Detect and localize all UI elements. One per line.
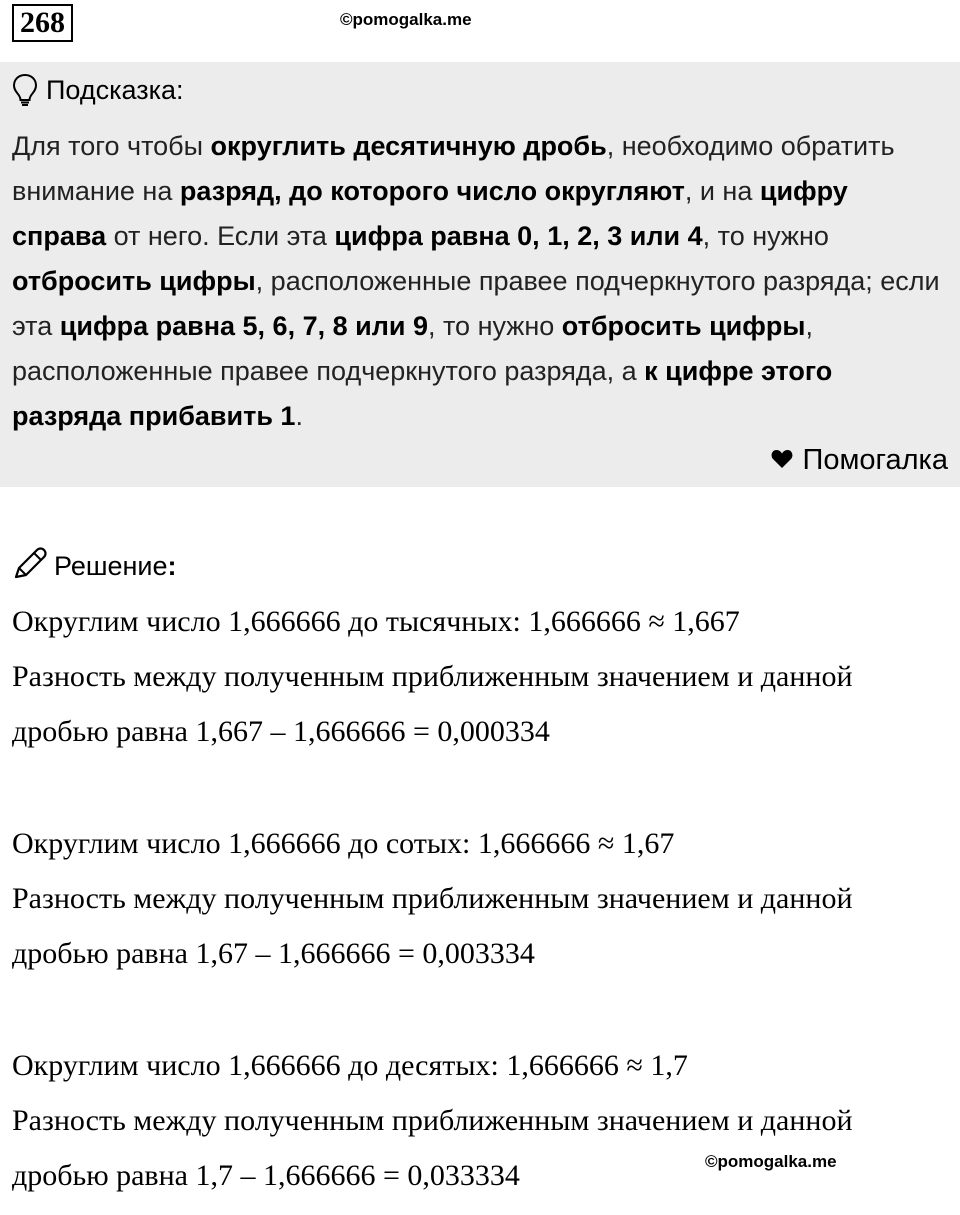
brand xyxy=(771,444,948,477)
watermark-bottom: ©pomogalka.me xyxy=(705,1152,837,1171)
hint-emphasis: к цифре этого разряда прибавить 1 xyxy=(12,356,833,431)
hint-segment: , расположенные правее подчеркнутого разряда, а xyxy=(12,311,813,386)
hint-segment: от него. Если эта xyxy=(106,221,335,251)
solution-header xyxy=(12,545,177,588)
hint-emphasis: цифра равна 5, 6, 7, 8 или 9 xyxy=(59,311,428,341)
solution-line: Разность между полученным приближенным значением и данной xyxy=(12,882,853,915)
hint-emphasis: цифру справа xyxy=(12,176,848,251)
solution-line: Округлим число 1,666666 до десятых: 1,666666 ≈ 1,7 xyxy=(12,1049,688,1082)
solution-line: дробью равна 1,7 – 1,666666 = 0,033334 xyxy=(12,1159,520,1192)
watermark-top: ©pomogalka.me xyxy=(340,10,472,29)
solution-line: Округлим число 1,666666 до тысячных: 1,666666 ≈ 1,667 xyxy=(12,605,740,638)
solution-colon: : xyxy=(167,551,177,581)
brand-name: Помогалка xyxy=(802,444,948,476)
solution-line: Разность между полученным приближенным значением и данной xyxy=(12,1104,853,1137)
hint-segment: , то нужно xyxy=(702,221,829,251)
hint-segment: , необходимо обратить внимание на xyxy=(12,131,895,206)
hint-title: Подсказка: xyxy=(46,74,184,105)
hint-segment: , и на xyxy=(684,176,760,206)
solution-line: Разность между полученным приближенным значением и данной xyxy=(12,660,853,693)
hint-emphasis: отбросить цифры xyxy=(12,266,256,296)
solution-line: дробью равна 1,667 – 1,666666 = 0,000334 xyxy=(12,715,550,748)
solution-title: Решение xyxy=(54,551,168,581)
hint-segment: . xyxy=(295,401,303,431)
solution-line: дробью равна 1,67 – 1,666666 = 0,003334 xyxy=(12,937,535,970)
lightbulb-icon xyxy=(12,73,38,107)
hint-segment: Для того чтобы xyxy=(12,131,211,161)
hint-box xyxy=(0,62,960,487)
hint-text xyxy=(12,124,948,439)
solution-line: Округлим число 1,666666 до сотых: 1,666666 ≈ 1,67 xyxy=(12,827,675,860)
hint-segment: , то нужно xyxy=(427,311,562,341)
hint-emphasis: округлить десятичную дробь xyxy=(210,131,607,161)
hint-emphasis: отбросить цифры xyxy=(561,311,806,341)
task-number: 268 xyxy=(12,4,73,42)
hint-emphasis: разряд, до которого число округляют xyxy=(179,176,685,206)
hint-segment: , расположенные правее подчеркнутого разряда; если эта xyxy=(12,266,940,341)
hint-emphasis: цифра равна 0, 1, 2, 3 или 4 xyxy=(334,221,703,251)
pencil-icon xyxy=(12,545,48,588)
hint-header xyxy=(12,72,184,108)
heart-icon xyxy=(771,444,793,477)
